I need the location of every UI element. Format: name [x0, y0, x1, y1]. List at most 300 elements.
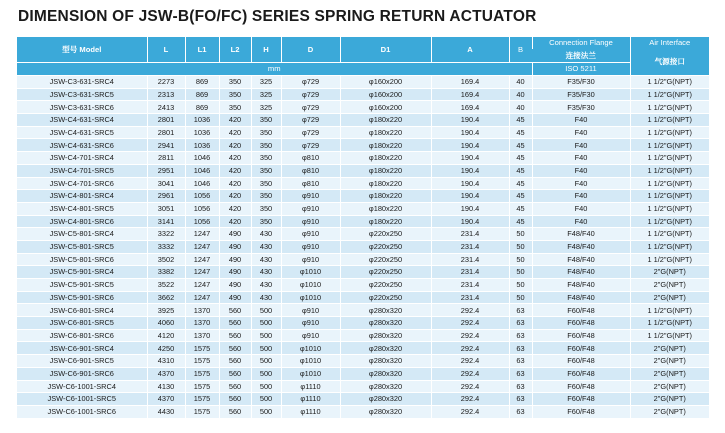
table-row	[17, 266, 709, 279]
cell-a: 190.4	[431, 152, 509, 165]
cell-model: JSW-C4-701-SRC6	[17, 177, 147, 190]
table-row	[17, 367, 709, 380]
cell-l2: 560	[219, 329, 251, 342]
cell-connection-flange: F40	[532, 126, 630, 139]
cell-l1: 1056	[185, 215, 219, 228]
cell-air-interface: 1 1/2"G(NPT)	[630, 164, 709, 177]
cell-model: JSW-C4-701-SRC5	[17, 164, 147, 177]
cell-a: 231.4	[431, 266, 509, 279]
table-row	[17, 355, 709, 368]
cell-l: 2811	[147, 152, 185, 165]
cell-air-interface: 1 1/2"G(NPT)	[630, 152, 709, 165]
cell-l1: 1046	[185, 152, 219, 165]
cell-model: JSW-C3-631-SRC6	[17, 101, 147, 114]
cell-model: JSW-C4-801-SRC5	[17, 202, 147, 215]
cell-h: 500	[251, 380, 281, 393]
cell-a: 190.4	[431, 215, 509, 228]
cell-air-interface: 2"G(NPT)	[630, 367, 709, 380]
cell-h: 430	[251, 240, 281, 253]
cell-model: JSW-C5-801-SRC5	[17, 240, 147, 253]
cell-d1: φ180x220	[340, 177, 431, 190]
cell-model: JSW-C6-901-SRC5	[17, 355, 147, 368]
cell-l1: 1036	[185, 114, 219, 127]
cell-l: 2801	[147, 114, 185, 127]
cell-connection-flange: F35/F30	[532, 76, 630, 89]
cell-connection-flange: F48/F40	[532, 266, 630, 279]
cell-b: 45	[509, 114, 532, 127]
cell-l: 3141	[147, 215, 185, 228]
cell-connection-flange: F40	[532, 190, 630, 203]
cell-d: φ910	[281, 317, 340, 330]
cell-l1: 1036	[185, 139, 219, 152]
cell-b: 50	[509, 279, 532, 292]
cell-connection-flange: F60/F48	[532, 329, 630, 342]
cell-l2: 560	[219, 317, 251, 330]
cell-d1: φ280x320	[340, 355, 431, 368]
header-d1: D1	[340, 37, 431, 63]
cell-l2: 420	[219, 114, 251, 127]
cell-h: 430	[251, 253, 281, 266]
cell-l2: 350	[219, 88, 251, 101]
cell-l1: 1247	[185, 228, 219, 241]
cell-b: 50	[509, 240, 532, 253]
cell-l: 4120	[147, 329, 185, 342]
table-row	[17, 139, 709, 152]
cell-d1: φ180x220	[340, 126, 431, 139]
cell-connection-flange: F35/F30	[532, 88, 630, 101]
cell-h: 350	[251, 190, 281, 203]
header-l: L	[147, 37, 185, 63]
cell-a: 190.4	[431, 190, 509, 203]
table-row	[17, 253, 709, 266]
cell-h: 500	[251, 367, 281, 380]
cell-model: JSW-C4-801-SRC6	[17, 215, 147, 228]
cell-air-interface: 1 1/2"G(NPT)	[630, 215, 709, 228]
cell-h: 325	[251, 101, 281, 114]
cell-l2: 420	[219, 152, 251, 165]
cell-air-interface: 1 1/2"G(NPT)	[630, 190, 709, 203]
cell-l: 3332	[147, 240, 185, 253]
cell-d1: φ220x250	[340, 266, 431, 279]
cell-h: 500	[251, 393, 281, 406]
cell-h: 350	[251, 114, 281, 127]
cell-l1: 1575	[185, 367, 219, 380]
table-row	[17, 279, 709, 292]
cell-l2: 560	[219, 367, 251, 380]
cell-model: JSW-C3-631-SRC5	[17, 88, 147, 101]
cell-d: φ910	[281, 190, 340, 203]
cell-l1: 869	[185, 88, 219, 101]
cell-a: 292.4	[431, 393, 509, 406]
cell-h: 430	[251, 228, 281, 241]
cell-h: 500	[251, 317, 281, 330]
cell-b: 45	[509, 152, 532, 165]
cell-a: 231.4	[431, 253, 509, 266]
cell-d: φ810	[281, 164, 340, 177]
table-row	[17, 76, 709, 89]
cell-d1: φ180x220	[340, 190, 431, 203]
cell-l1: 1046	[185, 164, 219, 177]
cell-d1: φ220x250	[340, 228, 431, 241]
cell-air-interface: 1 1/2"G(NPT)	[630, 126, 709, 139]
cell-a: 292.4	[431, 342, 509, 355]
cell-l1: 1056	[185, 202, 219, 215]
table-row	[17, 190, 709, 203]
cell-model: JSW-C5-801-SRC4	[17, 228, 147, 241]
cell-l2: 420	[219, 215, 251, 228]
cell-b: 50	[509, 228, 532, 241]
cell-h: 500	[251, 304, 281, 317]
cell-l2: 560	[219, 355, 251, 368]
cell-l2: 560	[219, 393, 251, 406]
cell-b: 45	[509, 215, 532, 228]
cell-d1: φ280x320	[340, 367, 431, 380]
cell-d: φ910	[281, 202, 340, 215]
cell-b: 63	[509, 355, 532, 368]
cell-d1: φ280x320	[340, 405, 431, 417]
cell-l2: 560	[219, 405, 251, 417]
cell-l2: 490	[219, 266, 251, 279]
cell-model: JSW-C5-901-SRC4	[17, 266, 147, 279]
cell-l: 2313	[147, 88, 185, 101]
cell-a: 190.4	[431, 126, 509, 139]
table-row	[17, 215, 709, 228]
cell-d1: φ280x320	[340, 380, 431, 393]
cell-b: 45	[509, 164, 532, 177]
table-row	[17, 342, 709, 355]
cell-b: 50	[509, 253, 532, 266]
cell-l2: 490	[219, 253, 251, 266]
cell-l: 3662	[147, 291, 185, 304]
cell-a: 231.4	[431, 291, 509, 304]
cell-air-interface: 1 1/2"G(NPT)	[630, 114, 709, 127]
cell-connection-flange: F60/F48	[532, 342, 630, 355]
cell-l: 2961	[147, 190, 185, 203]
cell-l2: 560	[219, 304, 251, 317]
cell-a: 169.4	[431, 88, 509, 101]
header-air-interface: Air Interface	[630, 37, 709, 49]
table-row	[17, 393, 709, 406]
cell-a: 292.4	[431, 304, 509, 317]
cell-l: 3522	[147, 279, 185, 292]
cell-l2: 490	[219, 279, 251, 292]
cell-a: 190.4	[431, 177, 509, 190]
cell-model: JSW-C3-631-SRC4	[17, 76, 147, 89]
cell-b: 45	[509, 139, 532, 152]
cell-h: 500	[251, 405, 281, 417]
cell-l2: 420	[219, 202, 251, 215]
cell-l: 2951	[147, 164, 185, 177]
cell-air-interface: 1 1/2"G(NPT)	[630, 228, 709, 241]
cell-l: 3382	[147, 266, 185, 279]
header-connection-flange-cn: 连接法兰	[532, 49, 630, 63]
cell-h: 500	[251, 329, 281, 342]
cell-l2: 420	[219, 126, 251, 139]
cell-model: JSW-C6-1001-SRC6	[17, 405, 147, 417]
table-row	[17, 202, 709, 215]
cell-h: 350	[251, 152, 281, 165]
cell-d: φ1110	[281, 405, 340, 417]
cell-d: φ910	[281, 304, 340, 317]
cell-a: 190.4	[431, 202, 509, 215]
cell-l2: 420	[219, 139, 251, 152]
cell-b: 63	[509, 380, 532, 393]
cell-d: φ729	[281, 139, 340, 152]
cell-d1: φ280x320	[340, 329, 431, 342]
table-row	[17, 126, 709, 139]
cell-connection-flange: F40	[532, 177, 630, 190]
cell-l1: 1575	[185, 355, 219, 368]
cell-l: 3925	[147, 304, 185, 317]
cell-connection-flange: F60/F48	[532, 380, 630, 393]
cell-d1: φ280x320	[340, 342, 431, 355]
cell-l1: 1247	[185, 253, 219, 266]
cell-d1: φ160x200	[340, 76, 431, 89]
cell-h: 325	[251, 76, 281, 89]
cell-h: 350	[251, 177, 281, 190]
header-l1: L1	[185, 37, 219, 63]
cell-air-interface: 2"G(NPT)	[630, 380, 709, 393]
table-row	[17, 164, 709, 177]
cell-l1: 1370	[185, 304, 219, 317]
cell-d: φ810	[281, 152, 340, 165]
cell-a: 292.4	[431, 367, 509, 380]
cell-b: 63	[509, 342, 532, 355]
cell-h: 430	[251, 279, 281, 292]
cell-connection-flange: F48/F40	[532, 240, 630, 253]
table-row	[17, 405, 709, 417]
cell-l2: 350	[219, 101, 251, 114]
cell-h: 430	[251, 266, 281, 279]
cell-d1: φ220x250	[340, 279, 431, 292]
cell-l: 4310	[147, 355, 185, 368]
table-body	[17, 76, 709, 418]
cell-l1: 1247	[185, 291, 219, 304]
cell-d: φ1110	[281, 393, 340, 406]
cell-l: 2413	[147, 101, 185, 114]
cell-a: 292.4	[431, 329, 509, 342]
table-row	[17, 152, 709, 165]
cell-b: 40	[509, 88, 532, 101]
cell-l: 3041	[147, 177, 185, 190]
cell-air-interface: 2"G(NPT)	[630, 342, 709, 355]
cell-model: JSW-C6-801-SRC6	[17, 329, 147, 342]
cell-connection-flange: F60/F48	[532, 304, 630, 317]
cell-h: 500	[251, 342, 281, 355]
table-row	[17, 240, 709, 253]
cell-a: 169.4	[431, 101, 509, 114]
cell-connection-flange: F40	[532, 139, 630, 152]
cell-connection-flange: F60/F48	[532, 405, 630, 417]
cell-connection-flange: F60/F48	[532, 355, 630, 368]
cell-d1: φ220x250	[340, 291, 431, 304]
cell-d: φ1010	[281, 279, 340, 292]
cell-a: 292.4	[431, 380, 509, 393]
cell-connection-flange: F35/F30	[532, 101, 630, 114]
cell-connection-flange: F40	[532, 152, 630, 165]
cell-d: φ1010	[281, 291, 340, 304]
cell-d1: φ160x200	[340, 101, 431, 114]
table-header	[17, 37, 709, 76]
cell-l: 4370	[147, 393, 185, 406]
dimension-table	[17, 37, 709, 418]
cell-d: φ729	[281, 101, 340, 114]
cell-d: φ729	[281, 76, 340, 89]
table-row	[17, 101, 709, 114]
cell-l2: 490	[219, 291, 251, 304]
cell-l1: 1370	[185, 329, 219, 342]
cell-model: JSW-C6-901-SRC4	[17, 342, 147, 355]
cell-l: 4370	[147, 367, 185, 380]
cell-l: 2801	[147, 126, 185, 139]
cell-a: 292.4	[431, 317, 509, 330]
table-row	[17, 114, 709, 127]
cell-l2: 420	[219, 177, 251, 190]
cell-a: 190.4	[431, 139, 509, 152]
header-l2: L2	[219, 37, 251, 63]
cell-a: 190.4	[431, 114, 509, 127]
cell-b: 40	[509, 101, 532, 114]
cell-air-interface: 2"G(NPT)	[630, 266, 709, 279]
cell-d1: φ180x220	[340, 164, 431, 177]
cell-d: φ729	[281, 114, 340, 127]
cell-d1: φ180x220	[340, 215, 431, 228]
header-connection-flange: Connection Flange	[532, 37, 630, 49]
header-iso: ISO 5211	[532, 63, 630, 76]
cell-a: 292.4	[431, 405, 509, 417]
cell-l2: 490	[219, 228, 251, 241]
cell-l1: 1575	[185, 405, 219, 417]
cell-l: 3322	[147, 228, 185, 241]
cell-connection-flange: F48/F40	[532, 253, 630, 266]
cell-l1: 1575	[185, 393, 219, 406]
cell-l1: 1575	[185, 342, 219, 355]
cell-l2: 420	[219, 164, 251, 177]
cell-air-interface: 1 1/2"G(NPT)	[630, 253, 709, 266]
cell-l2: 350	[219, 76, 251, 89]
cell-b: 63	[509, 367, 532, 380]
cell-air-interface: 1 1/2"G(NPT)	[630, 240, 709, 253]
header-b: B	[509, 37, 532, 63]
cell-air-interface: 2"G(NPT)	[630, 405, 709, 417]
cell-d: φ1010	[281, 266, 340, 279]
table-row	[17, 291, 709, 304]
cell-d1: φ280x320	[340, 317, 431, 330]
cell-air-interface: 1 1/2"G(NPT)	[630, 101, 709, 114]
table-row	[17, 380, 709, 393]
cell-h: 430	[251, 291, 281, 304]
cell-d1: φ180x220	[340, 114, 431, 127]
cell-air-interface: 2"G(NPT)	[630, 291, 709, 304]
cell-d1: φ220x250	[340, 240, 431, 253]
page-title: DIMENSION OF JSW-B(FO/FC) SERIES SPRING RETURN ACTUATOR	[18, 8, 537, 25]
cell-l1: 1247	[185, 279, 219, 292]
cell-connection-flange: F48/F40	[532, 279, 630, 292]
cell-d1: φ220x250	[340, 253, 431, 266]
cell-air-interface: 1 1/2"G(NPT)	[630, 304, 709, 317]
cell-connection-flange: F60/F48	[532, 393, 630, 406]
cell-l1: 1370	[185, 317, 219, 330]
header-d: D	[281, 37, 340, 63]
cell-d: φ1010	[281, 342, 340, 355]
cell-l2: 560	[219, 342, 251, 355]
table-row	[17, 304, 709, 317]
cell-b: 45	[509, 126, 532, 139]
cell-h: 500	[251, 355, 281, 368]
cell-b: 50	[509, 291, 532, 304]
cell-a: 231.4	[431, 240, 509, 253]
cell-a: 292.4	[431, 355, 509, 368]
cell-h: 350	[251, 215, 281, 228]
cell-d1: φ280x320	[340, 304, 431, 317]
table-row	[17, 228, 709, 241]
cell-h: 350	[251, 139, 281, 152]
cell-air-interface: 1 1/2"G(NPT)	[630, 202, 709, 215]
cell-l1: 1056	[185, 190, 219, 203]
cell-b: 63	[509, 405, 532, 417]
cell-d: φ1110	[281, 380, 340, 393]
cell-d: φ910	[281, 240, 340, 253]
cell-d: φ1010	[281, 355, 340, 368]
cell-d: φ1010	[281, 367, 340, 380]
cell-l2: 420	[219, 190, 251, 203]
header-unit: mm	[17, 63, 532, 76]
cell-model: JSW-C6-1001-SRC5	[17, 393, 147, 406]
cell-connection-flange: F40	[532, 164, 630, 177]
cell-model: JSW-C4-701-SRC4	[17, 152, 147, 165]
cell-model: JSW-C6-901-SRC6	[17, 367, 147, 380]
cell-a: 231.4	[431, 228, 509, 241]
cell-b: 63	[509, 393, 532, 406]
cell-l: 4430	[147, 405, 185, 417]
cell-h: 350	[251, 126, 281, 139]
cell-model: JSW-C5-901-SRC5	[17, 279, 147, 292]
cell-air-interface: 1 1/2"G(NPT)	[630, 76, 709, 89]
cell-model: JSW-C6-801-SRC5	[17, 317, 147, 330]
cell-a: 231.4	[431, 279, 509, 292]
table-row	[17, 317, 709, 330]
cell-model: JSW-C4-631-SRC6	[17, 139, 147, 152]
cell-model: JSW-C4-801-SRC4	[17, 190, 147, 203]
cell-l1: 1247	[185, 266, 219, 279]
cell-model: JSW-C5-901-SRC6	[17, 291, 147, 304]
cell-l1: 1575	[185, 380, 219, 393]
cell-air-interface: 1 1/2"G(NPT)	[630, 317, 709, 330]
cell-air-interface: 2"G(NPT)	[630, 355, 709, 368]
cell-air-interface: 1 1/2"G(NPT)	[630, 177, 709, 190]
cell-h: 350	[251, 202, 281, 215]
cell-d1: φ280x320	[340, 393, 431, 406]
cell-model: JSW-C4-631-SRC5	[17, 126, 147, 139]
cell-d: φ810	[281, 177, 340, 190]
cell-b: 63	[509, 317, 532, 330]
cell-l: 3502	[147, 253, 185, 266]
header-a: A	[431, 37, 509, 63]
header-h: H	[251, 37, 281, 63]
cell-b: 45	[509, 202, 532, 215]
cell-l1: 1036	[185, 126, 219, 139]
table-row	[17, 177, 709, 190]
cell-d: φ729	[281, 126, 340, 139]
cell-h: 350	[251, 164, 281, 177]
cell-l: 2941	[147, 139, 185, 152]
cell-d: φ729	[281, 88, 340, 101]
cell-model: JSW-C6-801-SRC4	[17, 304, 147, 317]
cell-l1: 869	[185, 76, 219, 89]
cell-air-interface: 1 1/2"G(NPT)	[630, 88, 709, 101]
cell-air-interface: 1 1/2"G(NPT)	[630, 139, 709, 152]
cell-l2: 560	[219, 380, 251, 393]
